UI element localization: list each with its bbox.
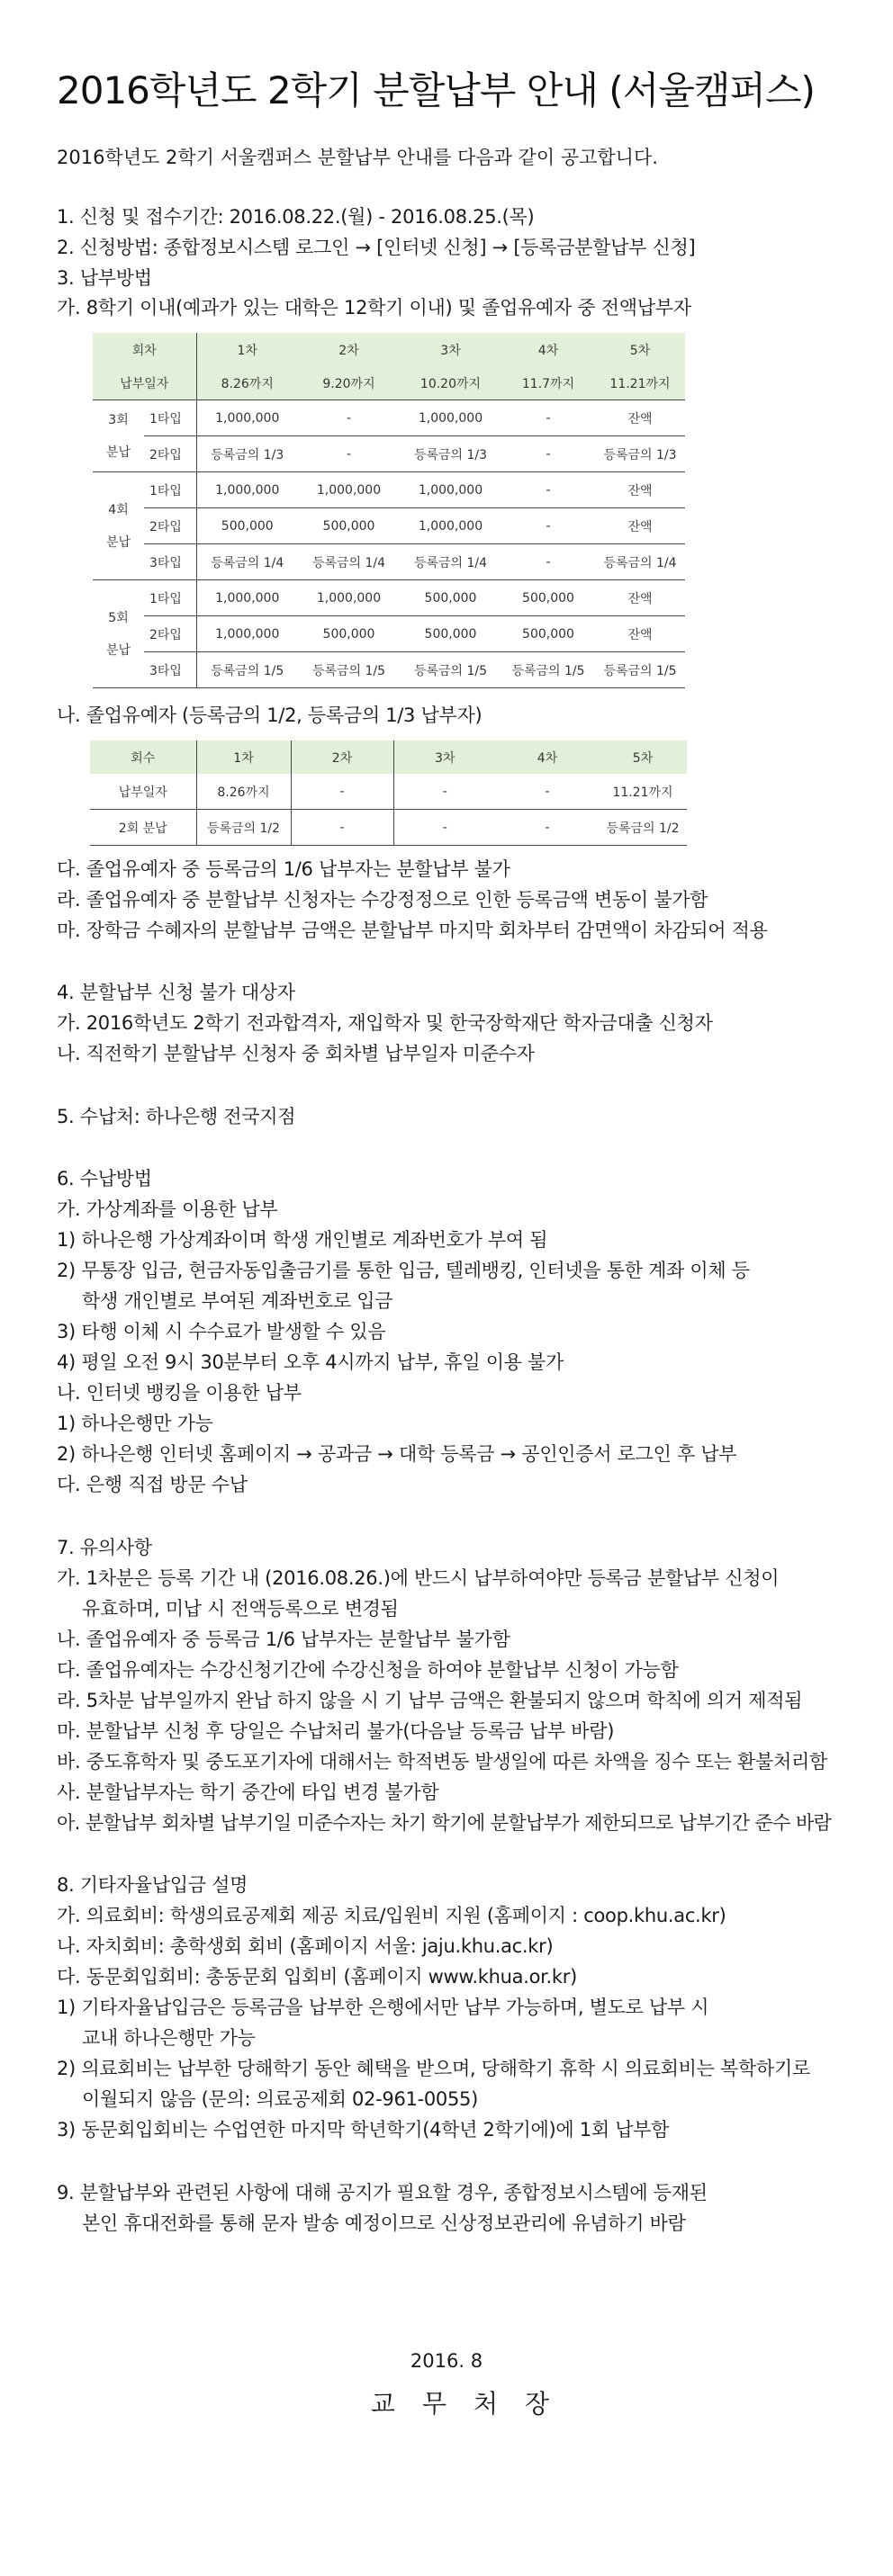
section-heading: 9. 분할납부와 관련된 사항에 대해 공지가 필요할 경우, 종합정보시스템에 등재된: [57, 2182, 708, 2204]
note-line: 가. 2016학년도 2학기 전과합격자, 재입학자 및 한국장학재단 학자금대출 신청자: [57, 1012, 713, 1034]
graduation-deferral-heading: 나. 졸업유예자 (등록금의 1/2, 등록금의 1/3 납부자): [57, 705, 483, 726]
table-row: [93, 544, 685, 580]
note-line: 교내 하나은행만 가능: [82, 2027, 256, 2049]
note-line: 가. 가상계좌를 이용한 납부: [57, 1198, 278, 1220]
table-cell: 1,000,000: [298, 580, 400, 616]
due-date-cell: 8.26까지: [196, 774, 291, 810]
due-date-cell: 11.21까지: [599, 774, 687, 810]
table-cell: 등록금의 1/2: [196, 810, 291, 846]
type-label: 1타입: [144, 580, 196, 616]
note-line: 라. 졸업유예자 중 분할납부 신청자는 수강정정으로 인한 등록금액 변동이 불가함: [57, 889, 708, 911]
table-row: [93, 508, 685, 544]
table-cell: -: [298, 436, 400, 472]
note-line: 본인 휴대전화를 통해 문자 발송 예정이므로 신상정보관리에 유념하기 바람: [82, 2212, 686, 2234]
note-line: 3) 동문회입회비는 수업연한 마지막 학년학기(4학년 2학기에)에 1회 납부함: [57, 2119, 670, 2141]
table-header-cell: 2차: [298, 333, 400, 366]
note-line: 3) 타행 이체 시 수수료가 발생할 수 있음: [57, 1321, 386, 1342]
table-cell: 등록금의 1/5: [501, 652, 595, 688]
note-line: 2) 의료회비는 납부한 당해학기 동안 혜택을 받으며, 당해학기 휴학 시 의료회비는 복학하기로: [57, 2058, 810, 2079]
table-cell: 등록금의 1/4: [196, 544, 298, 580]
table-cell: 500,000: [400, 616, 501, 652]
table-cell: 등록금의 1/3: [400, 436, 501, 472]
intro-text: 2016학년도 2학기 서울캠퍼스 분할납부 안내를 다음과 같이 공고합니다.: [57, 147, 658, 168]
table-row: [93, 472, 685, 508]
table-cell: 1,000,000: [400, 508, 501, 544]
table-cell: 잔액: [595, 508, 685, 544]
table-cell: 500,000: [196, 508, 298, 544]
table-cell: 등록금의 1/3: [595, 436, 685, 472]
note-line: 라. 5차분 납부일까지 완납 하지 않을 시 기 납부 금액은 환불되지 않으며 학칙에 의거 제적됨: [57, 1690, 803, 1711]
section-heading: 6. 수납방법: [57, 1168, 152, 1189]
section-heading: 5. 수납처: 하나은행 전국지점: [57, 1106, 296, 1127]
table-cell: 500,000: [501, 580, 595, 616]
table-row: [93, 652, 685, 688]
due-date-cell: 11.21까지: [595, 366, 685, 400]
table-cell: 잔액: [595, 472, 685, 508]
note-line: 마. 장학금 수혜자의 분할납부 금액은 분할납부 마지막 회차부터 감면액이 차감되어 적용: [57, 920, 768, 941]
section-heading: 8. 기타자율납입금 설명: [57, 1874, 248, 1896]
note-line: 학생 개인별로 부여된 계좌번호로 입금: [82, 1290, 393, 1312]
table-cell: 잔액: [595, 580, 685, 616]
table-row: [90, 774, 687, 810]
table-header-cell: 4차: [496, 740, 599, 774]
table-cell: 등록금의 1/3: [196, 436, 298, 472]
application-method: 2. 신청방법: 종합정보시스템 로그인 → [인터넷 신청] → [등록금분할납부 신청]: [57, 237, 696, 258]
table-cell: 잔액: [595, 400, 685, 436]
type-label: 3타입: [144, 544, 196, 580]
note-line: 이월되지 않음 (문의: 의료공제회 02-961-0055): [82, 2088, 478, 2110]
deferral-schedule-table: [90, 740, 687, 846]
table-cell: -: [501, 436, 595, 472]
group-label-5: 5회 분납: [93, 580, 144, 688]
note-line: 나. 졸업유예자 중 등록금 1/6 납부자는 분할납부 불가함: [57, 1629, 510, 1650]
type-label: 1타입: [144, 472, 196, 508]
table-header-cell: 2차: [291, 740, 393, 774]
table-cell: 등록금의 1/4: [298, 544, 400, 580]
note-line: 다. 은행 직접 방문 수납: [57, 1474, 248, 1495]
table-cell: -: [291, 810, 393, 846]
note-line: 다. 동문회입회비: 총동문회 입회비 (홈페이지 www.khua.or.kr): [57, 1966, 577, 1988]
note-line: 다. 졸업유예자는 수강신청기간에 수강신청을 하여야 분할납부 신청이 가능함: [57, 1659, 679, 1681]
note-line: 아. 분할납부 회차별 납부기일 미준수자는 차기 학기에 분할납부가 제한되므로 납부기간 준수 바람: [57, 1812, 832, 1834]
table-row: [93, 580, 685, 616]
table-cell: 등록금의 1/4: [595, 544, 685, 580]
table-cell: 등록금의 1/5: [400, 652, 501, 688]
table-cell: 등록금의 1/5: [196, 652, 298, 688]
application-period: 1. 신청 및 접수기간: 2016.08.22.(월) - 2016.08.25.(목): [57, 206, 535, 228]
table-cell: 등록금의 1/5: [595, 652, 685, 688]
due-date-label: 납부일자: [93, 366, 196, 400]
table-cell: 1,000,000: [400, 400, 501, 436]
table-header-cell: 4차: [501, 333, 595, 366]
payment-method-ga: 가. 8학기 이내(예과가 있는 대학은 12학기 이내) 및 졸업유예자 중 전액납부자: [57, 297, 691, 319]
due-date-cell: 11.7까지: [501, 366, 595, 400]
note-line: 사. 분할납부자는 학기 중간에 타입 변경 불가함: [57, 1782, 439, 1803]
due-date-cell: -: [496, 774, 599, 810]
note-line: 1) 하나은행만 가능: [57, 1413, 213, 1434]
table-cell: 1,000,000: [196, 616, 298, 652]
note-line: 가. 의료회비: 학생의료공제회 제공 치료/입원비 지원 (홈페이지 : coop.khu.ac.kr): [57, 1905, 726, 1926]
sign-date: 2016. 8: [410, 2350, 483, 2372]
table-cell: 1,000,000: [196, 400, 298, 436]
note-line: 가. 1차분은 등록 기간 내 (2016.08.26.)에 반드시 납부하여야만 등록금 분할납부 신청이: [57, 1567, 780, 1589]
payment-method-heading: 3. 납부방법: [57, 267, 152, 289]
table-cell: 1,000,000: [196, 472, 298, 508]
note-line: 다. 졸업유예자 중 등록금의 1/6 납부자는 분할납부 불가: [57, 858, 510, 880]
note-line: 2) 하나은행 인터넷 홈페이지 → 공과금 → 대학 등록금 → 공인인증서 로그인 후 납부: [57, 1443, 737, 1465]
table-header-cell: 3차: [393, 740, 496, 774]
table-header-cell: 1차: [196, 740, 291, 774]
note-line: 유효하며, 미납 시 전액등록으로 변경됨: [82, 1598, 399, 1620]
table-cell: 1,000,000: [400, 472, 501, 508]
page-title: 2016학년도 2학기 분할납부 안내 (서울캠퍼스): [57, 68, 815, 112]
note-line: 나. 직전학기 분할납부 신청자 중 회차별 납부일자 미준수자: [57, 1043, 535, 1064]
table-row: [90, 810, 687, 846]
table-cell: -: [298, 400, 400, 436]
table-cell: 500,000: [501, 616, 595, 652]
section-heading: 7. 유의사항: [57, 1537, 152, 1558]
type-label: 2타입: [144, 508, 196, 544]
table-cell: -: [393, 810, 496, 846]
table-cell: -: [501, 508, 595, 544]
note-line: 나. 자치회비: 총학생회 회비 (홈페이지 서울: jaju.khu.ac.kr): [57, 1935, 554, 1957]
note-line: 바. 중도휴학자 및 중도포기자에 대해서는 학적변동 발생일에 따른 차액을 징수 또는 환불처리함: [57, 1751, 827, 1773]
table-header-cell: 회수: [90, 740, 196, 774]
table-cell: 등록금의 1/5: [298, 652, 400, 688]
due-date-cell: -: [291, 774, 393, 810]
table-cell: 등록금의 1/2: [599, 810, 687, 846]
row-label: 2회 분납: [90, 810, 196, 846]
table-cell: 등록금의 1/4: [400, 544, 501, 580]
table-cell: -: [496, 810, 599, 846]
type-label: 2타입: [144, 436, 196, 472]
table-cell: 500,000: [400, 580, 501, 616]
table-header-cell: 1차: [196, 333, 298, 366]
due-date-cell: 8.26까지: [196, 366, 298, 400]
section-heading: 4. 분할납부 신청 불가 대상자: [57, 982, 295, 1003]
type-label: 2타입: [144, 616, 196, 652]
type-label: 3타입: [144, 652, 196, 688]
table-cell: -: [501, 400, 595, 436]
note-line: 4) 평일 오전 9시 30분부터 오후 4시까지 납부, 휴일 이용 불가: [57, 1351, 564, 1373]
table-cell: 1,000,000: [196, 580, 298, 616]
table-cell: -: [501, 544, 595, 580]
group-label-4: 4회 분납: [93, 472, 144, 580]
due-date-cell: 9.20까지: [298, 366, 400, 400]
issuing-office: 교무처장: [370, 2389, 577, 2419]
table-cell: 1,000,000: [298, 472, 400, 508]
type-label: 1타입: [144, 400, 196, 436]
installment-schedule-table: [93, 333, 685, 688]
group-label-3: 3회 분납: [93, 400, 144, 472]
table-cell: 500,000: [298, 508, 400, 544]
note-line: 1) 기타자율납입금은 등록금을 납부한 은행에서만 납부 가능하며, 별도로 납부 시: [57, 1997, 709, 2018]
table-row: [93, 616, 685, 652]
note-line: 마. 분할납부 신청 후 당일은 수납처리 불가(다음날 등록금 납부 바람): [57, 1720, 615, 1742]
due-date-cell: 10.20까지: [400, 366, 501, 400]
table-cell: 잔액: [595, 616, 685, 652]
table-header-cell: 3차: [400, 333, 501, 366]
table-header-cell: 5차: [595, 333, 685, 366]
due-date-cell: -: [393, 774, 496, 810]
table-header-cell: 회차: [93, 333, 196, 366]
note-line: 2) 무통장 입금, 현금자동입출금기를 통한 입금, 텔레뱅킹, 인터넷을 통한 계좌 이체 등: [57, 1260, 750, 1281]
table-cell: 500,000: [298, 616, 400, 652]
note-line: 1) 하나은행 가상계좌이며 학생 개인별로 계좌번호가 부여 됨: [57, 1229, 548, 1251]
due-date-label: 납부일자: [90, 774, 196, 810]
table-header-cell: 5차: [599, 740, 687, 774]
table-cell: -: [501, 472, 595, 508]
table-row: [93, 436, 685, 472]
note-line: 나. 인터넷 뱅킹을 이용한 납부: [57, 1382, 302, 1404]
table-row: [93, 400, 685, 436]
